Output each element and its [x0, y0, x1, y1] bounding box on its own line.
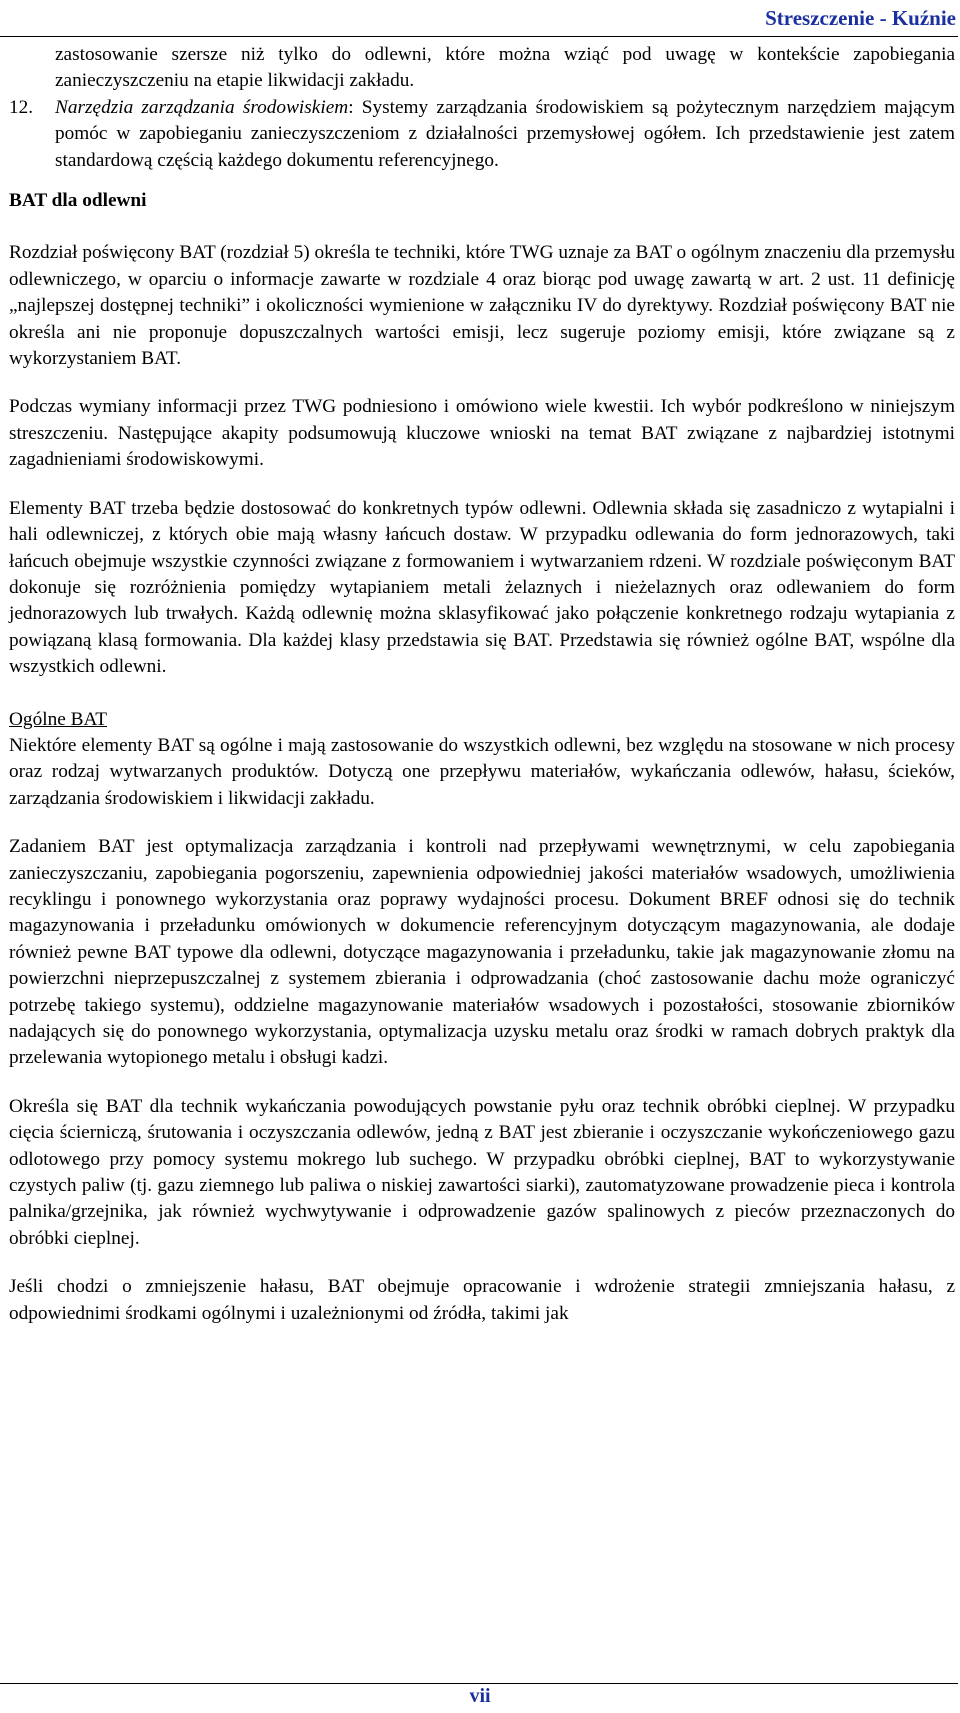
- paragraph-flow-optimization: Zadaniem BAT jest optymalizacja zarządzania i kontroli nad przepływami wewnętrznymi, w celu zapobiegania zanieczyszczaniu, zapobiegania pogorszeniu, zapewnienia odpowiedniej jakości materiałów wsadowych, umożliwienia recyklingu i ponownego wykorzystania oraz poprawy wydajności procesu. Dokument BREF odnosi się do technik magazynowania i przeładunku omówionych w dokumencie referencyjnym dotyczącym magazynowania, ale dodaje również pewne BAT typowe dla odlewni, dotyczące magazynowania i przeładunku, takie jak magazynowanie złomu na powierzchni nieprzepuszczalnej z systemem zbierania i odprowadzania (choć zastosowanie dachu może ograniczyć potrzebę takiego systemu), oddzielne magazynowanie materiałów wsadowych i pozostałości, stosowanie zbiorników nadających się do ponownego wykorzystania, optymalizacja uzysku metalu oraz środki w ramach dobrych praktyk dla przelewania wytopionego metalu i obsługi kadzi.: [9, 836, 955, 1069]
- paragraph-general-elements: Niektóre elementy BAT są ogólne i mają zastosowanie do wszystkich odlewni, bez względu na stosowane w nich procesy oraz rodzaj wytwarzanych produktów. Dotyczą one przepływu materiałów, wykańczania odlewów, hałasu, ścieków, zarządzania środowiskiem i likwidacji zakładu.: [9, 734, 955, 809]
- list-item-label: Narzędzia zarządzania środowiskiem: [55, 96, 349, 118]
- paragraph-bat-chapter: Rozdział poświęcony BAT (rozdział 5) określa te techniki, które TWG uznaje za BAT o ogólnym znaczeniu dla przemysłu odlewniczego, w oparciu o informacje zawarte w rozdziale 4 oraz biorąc pod uwagę zawartą w art. 2 ust. 11 definicję „najlepszej dostępnej techniki” i okoliczności wymienione w załączniku IV do dyrektywy. Rozdział poświęcony BAT nie określa ani nie proponuje dopuszczalnych wartości emisji, lecz sugeruje poziomy emisji, które związane są z wykorzystaniem BAT.: [9, 242, 955, 370]
- footer-rule: [0, 1683, 958, 1684]
- header-rule: [0, 36, 958, 37]
- paragraph-finishing-heat-treatment: Określa się BAT dla technik wykańczania powodujących powstanie pyłu oraz technik obróbki cieplnej. W przypadku cięcia ścierniczą, śrutowania i oczyszczania odlewów, jedną z BAT jest zbieranie i oczyszczanie wykończeniowego gazu odlotowego przy pomocy systemu mokrego lub suchego. W przypadku obróbki cieplnej, BAT to wykorzystywanie czystych paliw (tj. gazu ziemnego lub paliwa o niskiej zawartości siarki), zautomatyzowane prowadzenie pieca i kontrola palnika/grzejnika, jak również wychwytywanie i odprowadzenie gazów spalinowych z pieców przeznaczonych do obróbki cieplnej.: [9, 1095, 955, 1249]
- running-header: Streszczenie - Kuźnie: [765, 6, 956, 30]
- page-content: [9, 42, 955, 1327]
- paragraph-bat-elements: Elementy BAT trzeba będzie dostosować do konkretnych typów odlewni. Odlewnia składa się zasadniczo z wytapialni i hali odlewniczej, z których obie mają własny łańcuch dostaw. W przypadku odlewania do form jednorazowych, taki łańcuch obejmuje wszystkie czynności związane z formowaniem i wytwarzaniem rdzeni. W rozdziale poświęconym BAT dokonuje się rozróżnienia pomiędzy wytapianiem metali żelaznych i nieżelaznych oraz odlewaniem do form jednorazowych lub trwałych. Każdą odlewnię można sklasyfikować jako połączenie konkretnego rodzaju wytapiania z powiązaną klasą formowania. Dla każdej klasy przedstawia się BAT. Przedstawia się również ogólne BAT, wspólne dla wszystkich odlewni.: [9, 497, 955, 678]
- list-item-number: 12.: [9, 96, 34, 118]
- page-number: vii: [469, 1685, 491, 1707]
- paragraph-twg-exchange: Podczas wymiany informacji przez TWG podniesiono i omówiono wiele kwestii. Ich wybór podkreślono w niniejszym streszczeniu. Następujące akapity podsumowują kluczowe wnioski na temat BAT związane z najbardziej istotnymi zagadnieniami środowiskowymi.: [9, 396, 955, 471]
- list-item-text: : Systemy zarządzania środowiskiem są pożytecznym narzędziem mającym pomóc w zapobieganiu zanieczyszczeniom z działalności przemysłowej ogółem. Ich przedstawienie jest zatem standardową częścią każdego dokumentu referencyjnego.: [55, 96, 955, 171]
- subheading-general-bat: Ogólne BAT: [9, 708, 108, 730]
- section-title: BAT dla odlewni: [9, 190, 147, 212]
- list-item-12: [9, 95, 955, 174]
- paragraph-noise-reduction: Jeśli chodzi o zmniejszenie hałasu, BAT obejmuje opracowanie i wdrożenie strategii zmniejszania hałasu, z odpowiednimi środkami ogólnymi i uzależnionymi od źródła, takimi jak: [9, 1276, 955, 1324]
- list-item-11-continuation: zastosowanie szersze niż tylko do odlewni, które można wziąć pod uwagę w kontekście zapobiegania zanieczyszczeniu na etapie likwidacji zakładu.: [55, 44, 955, 92]
